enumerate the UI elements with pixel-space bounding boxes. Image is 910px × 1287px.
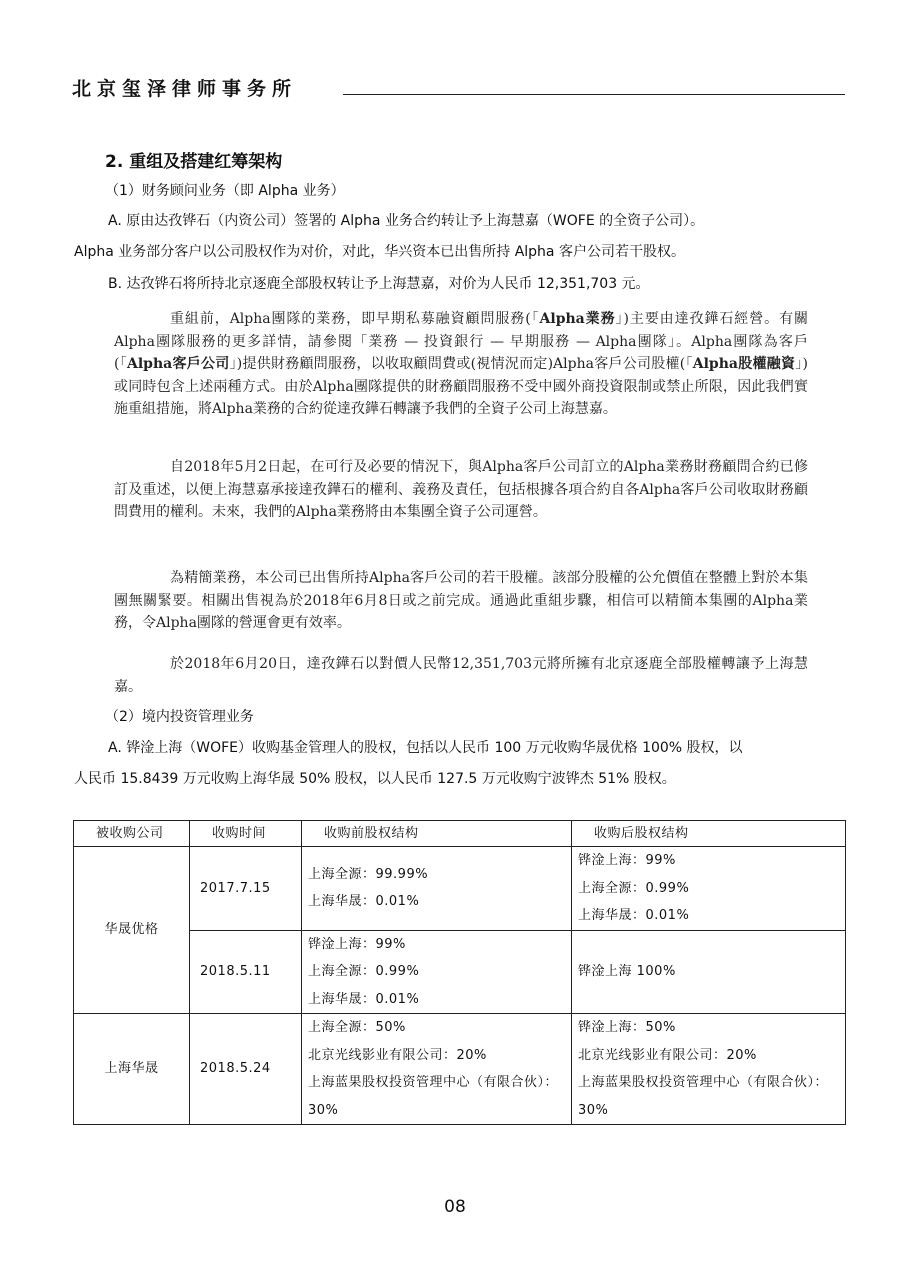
after-structure-cell (572, 930, 846, 1014)
paragraph-a-line2: Alpha 业务部分客户以公司股权作为对价，对此，华兴资本已出售所持 Alpha 客户公司若干股权。 (74, 244, 685, 260)
defined-term-alpha-client: Alpha客戶公司 (126, 356, 230, 372)
quote-text: 」)主要由達孜鏵石經營。有關Alpha團隊服務的更多詳情，請參閱「業務 — 投資銀行 — 早期服務 — Alpha團隊」。Alpha團隊為客戶(「 (114, 311, 808, 372)
column-header: 收购前股权结构 (302, 821, 572, 847)
defined-term-alpha-equity: Alpha股權融資 (692, 356, 796, 372)
cell-line: 北京光线影业有限公司：20% (578, 1047, 757, 1063)
quote-text: 」)或同時包含上述兩種方式。由於Alpha團隊提供的財務顧問服務不受中國外商投資限制或禁止所限，因此我們實施重組措施，將Alpha業務的合約從達孜鏵石轉讓予我們的全資子公司上海慧嘉。 (114, 356, 808, 417)
date-cell: 2018.5.11 (190, 930, 302, 1014)
defined-term-alpha-business: Alpha業務 (539, 311, 616, 327)
company-cell: 华晟优格 (74, 847, 190, 1014)
column-header: 被收购公司 (74, 821, 190, 847)
paragraph-2a-line2: 人民币 15.8439 万元收购上海华晟 50% 股权，以人民币 127.5 万元收购宁波铧杰 51% 股权。 (74, 771, 676, 787)
cell-line: 上海华晟：0.01% (578, 908, 690, 923)
date-cell: 2017.7.15 (190, 847, 302, 931)
subsection-title-2: （2）境内投资管理业务 (105, 709, 254, 725)
section-heading: 2. 重组及搭建红筹架构 (105, 152, 283, 172)
before-structure-cell (302, 847, 572, 931)
cell-line: 上海蓝果股权投资管理中心（有限合伙）：30% (308, 1075, 559, 1118)
before-structure-cell (302, 930, 572, 1014)
quote-text: 重組前，Alpha團隊的業務，即早期私募融資顧問服務(「 (170, 311, 540, 327)
paragraph-a-line1: A. 原由达孜铧石（内资公司）签署的 Alpha 业务合约转让予上海慧嘉（WOFE 的全资子公司）。 (108, 213, 705, 229)
cell-line: 上海全源：99.99% (308, 866, 429, 882)
table-row (74, 930, 846, 1014)
paragraph-2a-line1: A. 铧淦上海（WOFE）收购基金管理人的股权，包括以人民币 100 万元收购华晟优格 100% 股权，以 (108, 740, 743, 756)
cell-line: 铧淦上海：99% (308, 936, 406, 952)
firm-name: 北京玺泽律师事务所 (72, 78, 298, 100)
quote-text: 自2018年5月2日起，在可行及必要的情況下，與Alpha客戶公司訂立的Alpha業務財務顧問合約已修訂及重述，以便上海慧嘉承接達孜鏵石的權利、義務及責任，包括根據各項合約自各Alpha客戶公司收取財務顧問費用的權利。未來，我們的Alpha業務將由本集團全資子公司運營。 (114, 459, 808, 520)
cell-line: 北京光线影业有限公司：20% (308, 1047, 487, 1063)
acquisition-table (73, 820, 846, 1125)
cell-line: 上海华晟：0.01% (308, 894, 420, 910)
column-header: 收购时间 (190, 821, 302, 847)
cell-line: 铧淦上海：50% (578, 1020, 676, 1035)
quote-paragraph-3 (114, 567, 808, 635)
cell-line: 上海全源：50% (308, 1020, 406, 1035)
date-cell: 2018.5.24 (190, 1014, 302, 1125)
company-cell: 上海华晟 (74, 1014, 190, 1125)
after-structure-cell (572, 847, 846, 931)
table-header-row (74, 821, 846, 847)
subsection-title-1: （1）财务顾问业务（即 Alpha 业务） (105, 183, 345, 199)
column-header: 收购后股权结构 (572, 821, 846, 847)
paragraph-b: B. 达孜铧石将所持北京逐鹿全部股权转让予上海慧嘉，对价为人民币 12,351,703 元。 (108, 276, 650, 292)
header-rule (343, 94, 845, 95)
cell-line: 上海全源：0.99% (578, 880, 690, 896)
cell-line: 铧淦上海 100% (578, 964, 676, 979)
quote-text: 為精簡業務，本公司已出售所持Alpha客戶公司的若干股權。該部分股權的公允價值在整體上對於本集團無關緊要。相關出售視為於2018年6月8日或之前完成。通過此重組步驟，相信可以精簡本集團的Alpha業務，令Alpha團隊的營運會更有效率。 (114, 570, 808, 631)
cell-line: 上海蓝果股权投资管理中心（有限合伙）：30% (578, 1075, 829, 1118)
table-row (74, 1014, 846, 1125)
quote-paragraph-2 (114, 456, 808, 524)
cell-line: 铧淦上海：99% (578, 853, 676, 868)
quote-text: 」)提供財務顧問服務，以收取顧問費或(視情況而定)Alpha客戶公司股權(「 (229, 356, 693, 372)
quote-paragraph-4 (114, 653, 808, 698)
quote-text: 於2018年6月20日，達孜鏵石以對價人民幣12,351,703元將所擁有北京逐鹿全部股權轉讓予上海慧嘉。 (114, 656, 808, 695)
quote-paragraph-1 (114, 308, 808, 421)
cell-line: 上海华晟：0.01% (308, 991, 420, 1007)
cell-line: 上海全源：0.99% (308, 964, 420, 979)
before-structure-cell (302, 1014, 572, 1125)
page-number: 08 (444, 1197, 466, 1217)
after-structure-cell (572, 1014, 846, 1125)
table-row (74, 847, 846, 931)
